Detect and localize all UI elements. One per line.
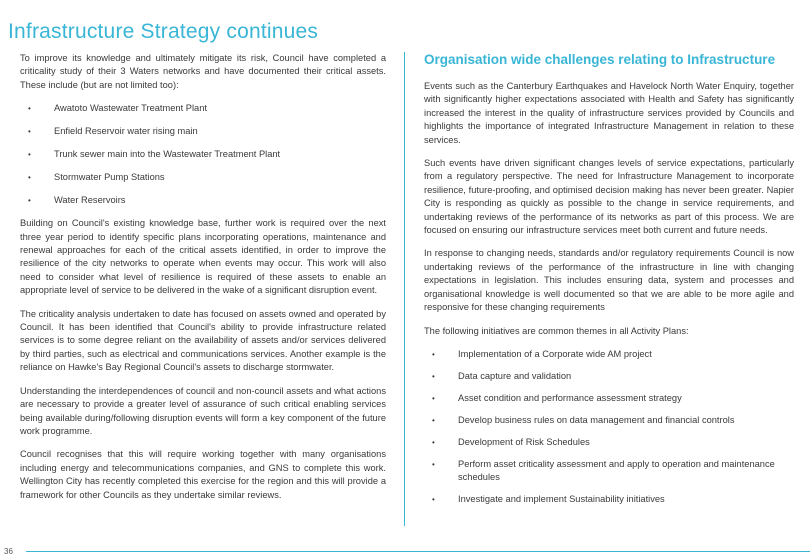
footer-rule bbox=[26, 551, 810, 552]
critical-assets-list bbox=[20, 102, 386, 207]
list-item: • Perform asset criticality assessment and apply to operation and maintenance schedules bbox=[432, 458, 775, 482]
bullet-icon: • bbox=[432, 371, 435, 381]
bullet-icon: • bbox=[432, 415, 435, 425]
intro-paragraph: To improve its knowledge and ultimately mitigate its risk, Council have completed a criticality study of their 3 Waters networks and have documented their critical assets. These include (but are not limited too): bbox=[20, 53, 386, 90]
body-paragraph: Understanding the interdependences of council and non-council assets and what actions are necessary to provide a greater level of assurance of such critical enabling services being available during/following disruption events will form a key component of the future work programme. bbox=[20, 385, 386, 436]
list-item: • Investigate and implement Sustainability initiatives bbox=[432, 493, 665, 504]
left-column bbox=[20, 52, 386, 512]
bullet-icon: • bbox=[28, 104, 31, 114]
body-paragraph: Such events have driven significant changes levels of service expectations, particularly from a regulatory perspective. The need for Infrastructure Management to incorporate resilience, future-proofing, and optimised decision making has never been greater. Napier City is responding as quickly as possible to the change in service requirements, and undertaking reviews of the performance of its networks as part of this process. We are focused on ensuring our infrastructure services meet both current and future needs. bbox=[424, 158, 794, 236]
list-item: • Awatoto Wastewater Treatment Plant bbox=[28, 103, 207, 114]
right-column bbox=[424, 52, 794, 515]
initiatives-list bbox=[424, 348, 794, 506]
body-paragraph: The criticality analysis undertaken to date has focused on assets owned and operated by Council. It has been identified that Council's ability to provide infrastructure related services is to some degree reliant on the availability of assets and/or services delivered by third parties, such as electrical and communications services. Another example is the reliance on Hawke's Bay Regional Council's assets to discharge stormwater. bbox=[20, 308, 386, 373]
list-item: • Data capture and validation bbox=[432, 370, 572, 381]
list-item: • Enfield Reservoir water rising main bbox=[28, 126, 198, 137]
list-item: • Water Reservoirs bbox=[28, 195, 126, 206]
page-number: 36 bbox=[4, 547, 13, 556]
column-divider bbox=[404, 52, 405, 526]
list-item: • Asset condition and performance assessment strategy bbox=[432, 392, 682, 403]
bullet-icon: • bbox=[432, 349, 435, 359]
body-paragraph: Building on Council's existing knowledge base, further work is required over the next three year period to identify specific plans incorporating operations, maintenance and renewal approaches for each of the critical assets identified, in order to improve the resilience of the city networks to operate when events may occur. This work will also need to consider what level of resilience is required of these assets to enable an appropriate level of service to be delivered in the wake of a significant disruption event. bbox=[20, 218, 386, 296]
list-item: • Implementation of a Corporate wide AM project bbox=[432, 348, 652, 359]
bullet-icon: • bbox=[28, 127, 31, 137]
bullet-icon: • bbox=[28, 196, 31, 206]
list-item: • Development of Risk Schedules bbox=[432, 436, 590, 447]
page-title: Infrastructure Strategy continues bbox=[8, 20, 319, 44]
body-paragraph: In response to changing needs, standards and/or regulatory requirements Council is now undertaking reviews of the performance of the infrastructure in line with changing expectations in legislation. This includes ensuring data, system and processes and organisational knowledge is well documented so that we are able to be more agile and responsive for these changing requirements bbox=[424, 248, 794, 313]
bullet-icon: • bbox=[432, 494, 435, 504]
list-item: • Trunk sewer main into the Wastewater Treatment Plant bbox=[28, 149, 281, 160]
bullet-icon: • bbox=[432, 393, 435, 403]
bullet-icon: • bbox=[432, 437, 435, 447]
body-paragraph: Events such as the Canterbury Earthquakes and Havelock North Water Enquiry, together with significantly higher expectations associated with Health and Safety has significantly increased the interest in the quality of infrastructure services provided by Councils and highlights the importance of integrated Infrastructure Management in relation to these services. bbox=[424, 81, 794, 145]
list-item: • Develop business rules on data management and financial controls bbox=[432, 414, 735, 425]
list-item: • Stormwater Pump Stations bbox=[28, 172, 165, 183]
section-heading: Organisation wide challenges relating to Infrastructure bbox=[424, 52, 776, 67]
bullet-icon: • bbox=[432, 459, 435, 469]
initiatives-intro: The following initiatives are common themes in all Activity Plans: bbox=[424, 325, 689, 336]
body-paragraph: Council recognises that this will require working together with many organisations including energy and telecommunications companies, and GNS to complete this work. Wellington City has recently completed this exercise for the region and this will provide a framework for other Councils as they undertake similar reviews. bbox=[20, 449, 386, 500]
bullet-icon: • bbox=[28, 150, 31, 160]
bullet-icon: • bbox=[28, 173, 31, 183]
